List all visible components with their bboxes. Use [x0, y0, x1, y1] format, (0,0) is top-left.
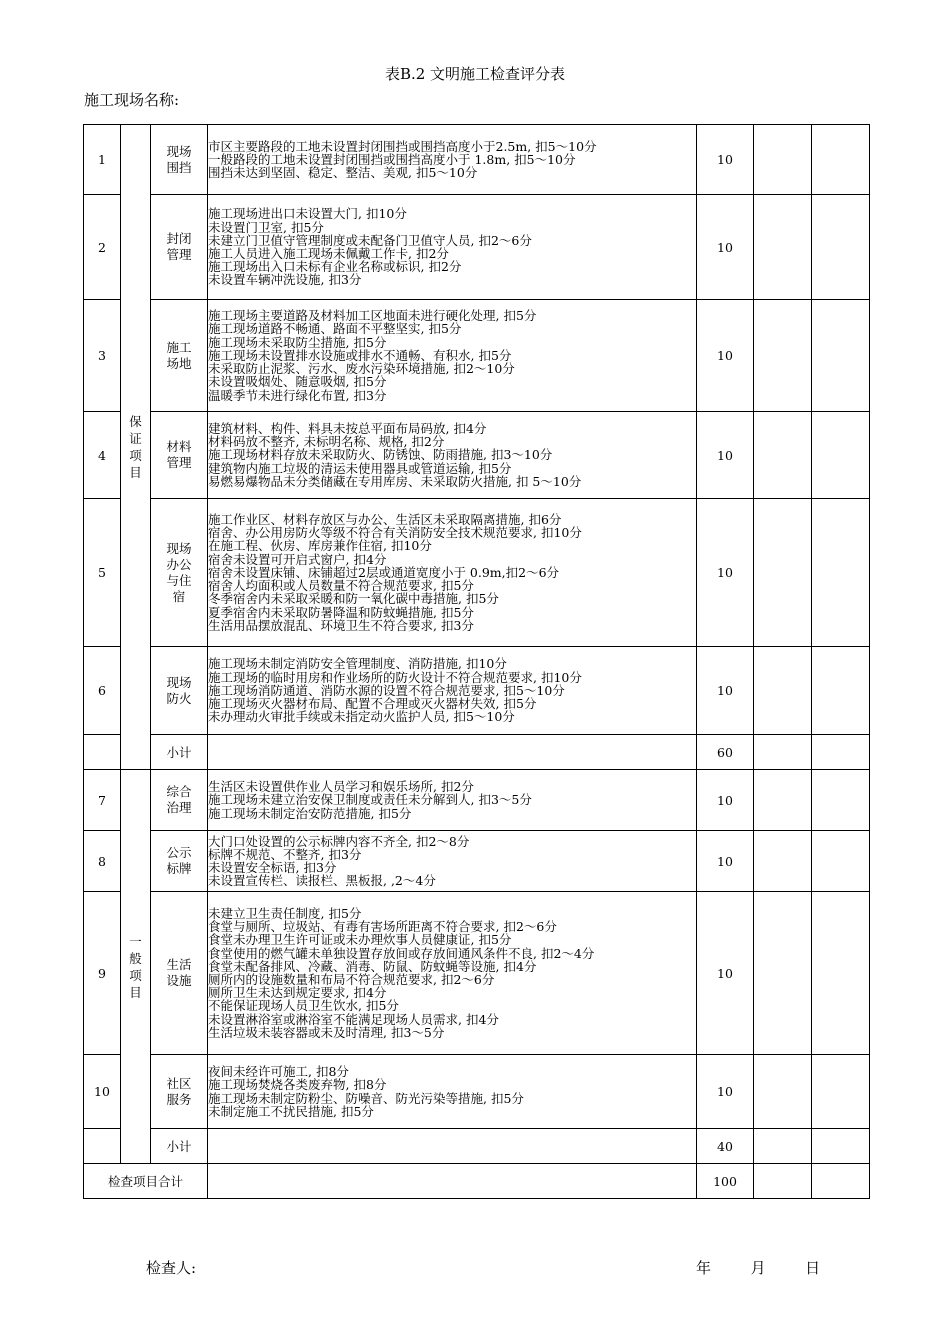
category-guaranteed	[121, 125, 151, 770]
table-row	[84, 499, 870, 647]
subtotal-score: 60	[697, 735, 754, 770]
actual-score-cell[interactable]	[812, 1055, 870, 1129]
deduction-standard	[208, 499, 697, 647]
subtotal-row	[84, 1129, 870, 1164]
row-number: 2	[84, 195, 121, 300]
deduction-line: 在施工程、伙房、库房兼作住宿, 扣10分	[208, 538, 432, 554]
check-item-label: 材料管理	[166, 439, 192, 470]
deduction-line: 大门口处设置的公示标牌内容不齐全, 扣2～8分	[208, 833, 470, 849]
deduction-line: 市区主要路段的工地未设置封闭围挡或围挡高度小于2.5m, 扣5～10分	[208, 138, 597, 154]
check-item	[151, 300, 208, 412]
total-label: 检查项目合计	[84, 1164, 208, 1199]
deduction-line: 未建立卫生责任制度, 扣5分	[208, 905, 362, 921]
deduction-line: 施工现场未制定消防安全管理制度、消防措施, 扣10分	[208, 656, 507, 672]
row-number: 3	[84, 300, 121, 412]
deduction-line: 施工现场未设置排水设施或排水不通畅、有积水, 扣5分	[208, 347, 512, 363]
check-item-label: 施工场地	[166, 339, 192, 371]
deduction-line: 夏季宿舍内未采取防暑降温和防蚊蝇措施, 扣5分	[208, 604, 474, 620]
deduction-line: 厕所内的设施数量和布局不符合规范要求, 扣2～6分	[208, 972, 495, 987]
table-row	[84, 125, 870, 195]
table-row	[84, 300, 870, 412]
deduction-standard	[208, 647, 697, 735]
deduction-line: 易燃易爆物品未分类储藏在专用库房、未采取防火措施, 扣 5～10分	[208, 473, 582, 489]
deduction-line: 食堂与厕所、垃圾站、有毒有害场所距离不符合要求, 扣2～6分	[208, 919, 557, 935]
deduction-standard	[208, 300, 697, 412]
subtotal-score: 40	[697, 1129, 754, 1164]
actual-score-cell[interactable]	[812, 831, 870, 892]
row-number: 4	[84, 412, 121, 499]
subtotal-standard-cell	[208, 1129, 697, 1164]
deduction-line: 未制定施工不扰民措施, 扣5分	[208, 1103, 374, 1119]
max-score: 10	[697, 647, 754, 735]
deducted-score-cell[interactable]	[754, 831, 812, 892]
category-general-label: 一般项目	[129, 933, 142, 1000]
check-item-label: 现场防火	[166, 674, 192, 706]
subtotal-row	[84, 735, 870, 770]
deduction-standard	[208, 125, 697, 195]
deducted-score-cell[interactable]	[754, 892, 812, 1055]
subtotal-number-cell	[84, 735, 121, 770]
subtotal-deducted-cell[interactable]	[754, 1129, 812, 1164]
actual-score-cell[interactable]	[812, 125, 870, 195]
deducted-score-cell[interactable]	[754, 1055, 812, 1129]
deduction-standard	[208, 195, 697, 300]
row-number: 1	[84, 125, 121, 195]
deduction-line: 施工现场出入口未标有企业名称或标识, 扣2分	[208, 259, 462, 275]
deduction-line: 宿舍人均面积或人员数量不符合规范要求, 扣5分	[208, 578, 474, 594]
total-standard-cell	[208, 1164, 697, 1199]
row-number: 10	[84, 1055, 121, 1129]
date-month: 月	[750, 1259, 766, 1277]
table-row	[84, 831, 870, 892]
deduction-line: 生活区未设置供作业人员学习和娱乐场所, 扣2分	[208, 779, 474, 795]
deducted-score-cell[interactable]	[754, 195, 812, 300]
deduction-line: 未设置淋浴室或淋浴室不能满足现场人员需求, 扣4分	[208, 1011, 499, 1027]
actual-score-cell[interactable]	[812, 892, 870, 1055]
check-item	[151, 831, 208, 892]
deduction-line: 施工现场消防通道、消防水源的设置不符合规范要求, 扣5～10分	[208, 682, 565, 698]
subtotal-standard-cell	[208, 735, 697, 770]
row-number: 6	[84, 647, 121, 735]
deduction-standard	[208, 412, 697, 499]
deduction-line: 生活用品摆放混乱、环境卫生不符合要求, 扣3分	[208, 617, 474, 633]
row-number: 7	[84, 770, 121, 831]
deduction-line: 未采取防止泥浆、污水、废水污染环境措施, 扣2～10分	[208, 361, 515, 377]
deduction-line: 未设置车辆冲洗设施, 扣3分	[208, 272, 362, 288]
deduction-line: 生活垃圾未装容器或未及时清理, 扣3～5分	[208, 1024, 445, 1040]
actual-score-cell[interactable]	[812, 412, 870, 499]
check-item-label: 社区服务	[166, 1075, 192, 1107]
deduction-line: 宿舍、办公用房防火等级不符合有关消防安全技术规范要求, 扣10分	[208, 525, 582, 541]
deduction-line: 标牌不规范、不整齐, 扣3分	[208, 846, 362, 862]
category-guaranteed-label: 保证项目	[129, 414, 142, 480]
deduction-standard	[208, 831, 697, 892]
table-row	[84, 770, 870, 831]
table-row	[84, 412, 870, 499]
max-score: 10	[697, 1055, 754, 1129]
deduction-line: 施工现场未制定防粉尘、防噪音、防光污染等措施, 扣5分	[208, 1090, 524, 1106]
row-number: 5	[84, 499, 121, 647]
category-general	[121, 770, 151, 1164]
deduction-line: 施工现场灭火器材布局、配置不合理或灭火器材失效, 扣5分	[208, 696, 537, 712]
deduction-line: 建筑物内施工垃圾的清运未使用器具或管道运输, 扣5分	[208, 460, 512, 476]
check-item-label: 综合治理	[166, 784, 192, 815]
deduction-line: 夜间未经许可施工, 扣8分	[208, 1064, 349, 1080]
deducted-score-cell[interactable]	[754, 125, 812, 195]
deduction-line: 施工现场材料存放未采取防火、防锈蚀、防雨措施, 扣3～10分	[208, 447, 553, 463]
table-row	[84, 647, 870, 735]
form-title: 表B.2 文明施工检查评分表	[384, 65, 566, 83]
table-row	[84, 195, 870, 300]
max-score: 10	[697, 831, 754, 892]
max-score: 10	[697, 499, 754, 647]
deduction-line: 宿舍未设置床铺、床铺超过2层或通道宽度小于 0.9m,扣2～6分	[208, 564, 560, 580]
check-item	[151, 892, 208, 1055]
deduction-line: 温暖季节未进行绿化布置, 扣3分	[208, 387, 387, 403]
date-day: 日	[805, 1259, 821, 1277]
deduction-line: 食堂未配备排风、冷藏、消毒、防鼠、防蚊蝇等设施, 扣4分	[208, 958, 537, 974]
row-number: 8	[84, 831, 121, 892]
deducted-score-cell[interactable]	[754, 412, 812, 499]
deduction-line: 一般路段的工地未设置封闭围挡或围挡高度小于 1.8m, 扣5～10分	[208, 151, 576, 167]
check-item-label: 现场围挡	[166, 143, 192, 175]
total-row	[84, 1164, 870, 1199]
deduction-line: 施工现场道路不畅通、路面不平整坚实, 扣5分	[208, 321, 462, 337]
deduction-line: 围挡未达到坚固、稳定、整洁、美观, 扣5～10分	[208, 165, 478, 181]
subtotal-label: 小计	[151, 1129, 208, 1164]
deducted-score-cell[interactable]	[754, 300, 812, 412]
max-score: 10	[697, 125, 754, 195]
max-score: 10	[697, 300, 754, 412]
subtotal-actual-cell[interactable]	[812, 1129, 870, 1164]
date-line	[696, 1257, 820, 1278]
check-item	[151, 770, 208, 831]
subtotal-label: 小计	[151, 735, 208, 770]
deduction-line: 食堂使用的燃气罐未单独设置存放间或存放间通风条件不良, 扣2～4分	[208, 945, 595, 961]
deduction-standard	[208, 770, 697, 831]
check-item-label: 封闭管理	[166, 231, 192, 262]
site-name-label: 施工现场名称:	[84, 91, 180, 109]
deduction-line: 冬季宿舍内未采取采暖和防一氧化碳中毒措施, 扣5分	[208, 591, 499, 607]
deducted-score-cell[interactable]	[754, 770, 812, 831]
check-item	[151, 647, 208, 735]
row-number: 9	[84, 892, 121, 1055]
actual-score-cell[interactable]	[812, 300, 870, 412]
deduction-line: 施工现场进出口未设置大门, 扣10分	[208, 206, 407, 222]
check-item	[151, 195, 208, 300]
check-item-label: 生活设施	[166, 957, 192, 988]
inspector-label: 检查人:	[146, 1259, 197, 1277]
total-deducted-cell[interactable]	[754, 1164, 812, 1199]
max-score: 10	[697, 412, 754, 499]
deduction-standard	[208, 892, 697, 1055]
check-item	[151, 1055, 208, 1129]
deduction-line: 食堂未办理卫生许可证或未办理炊事人员健康证, 扣5分	[208, 932, 512, 948]
deduction-line: 施工作业区、材料存放区与办公、生活区未采取隔离措施, 扣6分	[208, 512, 562, 528]
table-row	[84, 892, 870, 1055]
total-score: 100	[697, 1164, 754, 1199]
subtotal-number-cell	[84, 1129, 121, 1164]
max-score: 10	[697, 770, 754, 831]
deduction-line: 厕所卫生未达到规定要求, 扣4分	[208, 985, 387, 1001]
deduction-line: 建筑材料、构件、料具未按总平面布局码放, 扣4分	[208, 420, 487, 436]
deducted-score-cell[interactable]	[754, 499, 812, 647]
deduction-line: 施工现场未制定治安防范措施, 扣5分	[208, 805, 412, 821]
date-year: 年	[696, 1259, 712, 1277]
check-item-label: 现场办公与住宿	[166, 540, 192, 604]
deduction-line: 不能保证现场人员卫生饮水, 扣5分	[208, 998, 399, 1014]
actual-score-cell[interactable]	[812, 195, 870, 300]
deduction-line: 施工现场未采取防尘措施, 扣5分	[208, 334, 387, 350]
deduction-line: 施工人员进入施工现场未佩戴工作卡, 扣2分	[208, 246, 449, 261]
subtotal-deducted-cell[interactable]	[754, 735, 812, 770]
total-actual-cell[interactable]	[812, 1164, 870, 1199]
deduction-line: 施工现场焚烧各类废弃物, 扣8分	[208, 1077, 387, 1093]
deduction-line: 未设置门卫室, 扣5分	[208, 219, 324, 235]
deduction-line: 未设置宣传栏、读报栏、黑板报, ,2～4分	[208, 873, 436, 889]
deduction-line: 施工现场主要道路及材料加工区地面未进行硬化处理, 扣5分	[208, 308, 537, 324]
actual-score-cell[interactable]	[812, 770, 870, 831]
check-item-label: 公示标牌	[166, 845, 192, 876]
deduction-standard	[208, 1055, 697, 1129]
table-body	[84, 125, 870, 1199]
actual-score-cell[interactable]	[812, 647, 870, 735]
deduction-line: 施工现场未建立治安保卫制度或责任未分解到人, 扣3～5分	[208, 792, 532, 808]
deduction-line: 未建立门卫值守管理制度或未配备门卫值守人员, 扣2～6分	[208, 232, 532, 248]
table-row	[84, 1055, 870, 1129]
deduction-line: 未设置安全标语, 扣3分	[208, 860, 337, 875]
deduction-line: 未设置吸烟处、随意吸烟, 扣5分	[208, 374, 387, 390]
max-score: 10	[697, 195, 754, 300]
check-item	[151, 412, 208, 499]
deduction-line: 材料码放不整齐, 未标明名称、规格, 扣2分	[208, 434, 445, 450]
deduction-line: 宿舍未设置可开启式窗户, 扣4分	[208, 551, 387, 567]
subtotal-actual-cell[interactable]	[812, 735, 870, 770]
deducted-score-cell[interactable]	[754, 647, 812, 735]
scoring-table	[83, 124, 870, 1199]
max-score: 10	[697, 892, 754, 1055]
check-item	[151, 125, 208, 195]
deduction-line: 未办理动火审批手续或未指定动火监护人员, 扣5～10分	[208, 709, 515, 725]
deduction-line: 施工现场的临时用房和作业场所的防火设计不符合规范要求, 扣10分	[208, 669, 582, 685]
actual-score-cell[interactable]	[812, 499, 870, 647]
check-item	[151, 499, 208, 647]
